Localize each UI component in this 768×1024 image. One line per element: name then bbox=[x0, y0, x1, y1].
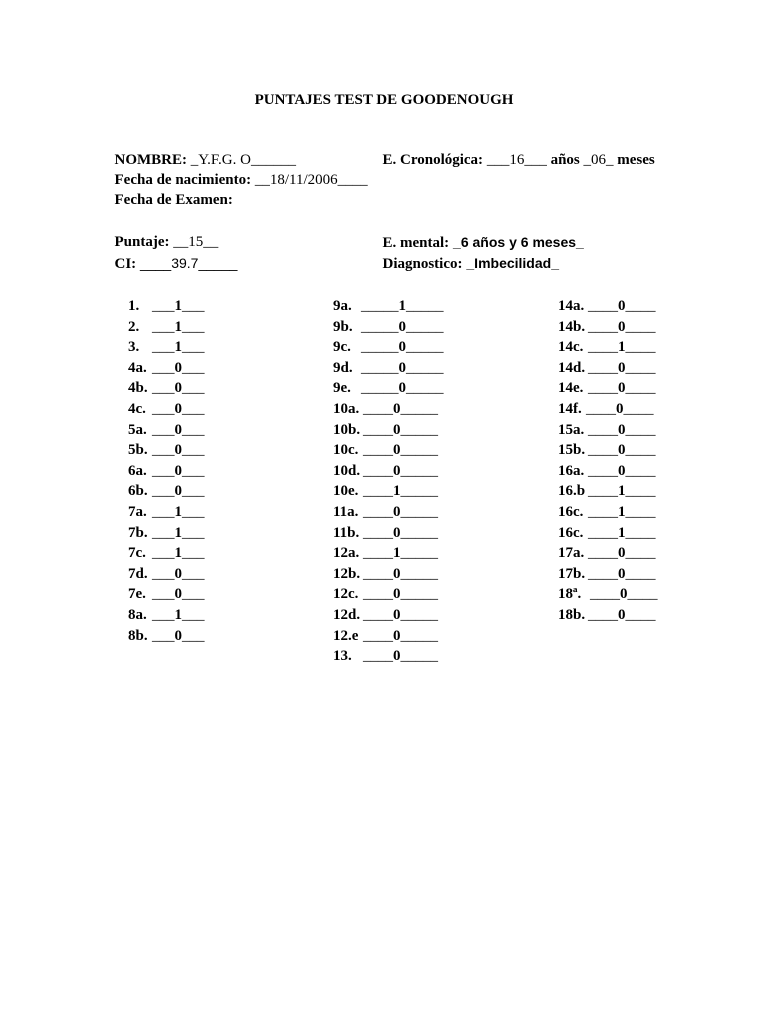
item-label: 7e. bbox=[128, 586, 146, 603]
item-row bbox=[128, 543, 205, 564]
item-score: ____0_____ bbox=[363, 627, 438, 644]
item-row bbox=[333, 646, 444, 667]
item-label: 14b. bbox=[558, 318, 586, 335]
cronologica-value-years: ___16___ bbox=[483, 152, 551, 168]
item-label: 14c. bbox=[558, 339, 584, 356]
diagnostico-line bbox=[375, 236, 559, 273]
item-row bbox=[558, 605, 658, 626]
nombre-value: _Y.F.G. O______ bbox=[187, 152, 296, 168]
item-label: 16a. bbox=[558, 462, 585, 479]
item-row bbox=[128, 420, 205, 441]
item-row bbox=[558, 337, 658, 358]
item-row bbox=[128, 358, 205, 379]
item-score: ____1_____ bbox=[363, 483, 438, 500]
cronologica-line bbox=[375, 133, 655, 169]
item-row bbox=[128, 523, 205, 544]
cronologica-value-months: _06_ bbox=[579, 152, 618, 168]
item-row bbox=[333, 420, 444, 441]
items-column-1 bbox=[128, 296, 205, 646]
item-label: 14f. bbox=[558, 400, 582, 417]
item-score: ____0_____ bbox=[363, 606, 438, 623]
item-label: 7b. bbox=[128, 524, 148, 541]
item-score: ____0____ bbox=[588, 298, 656, 314]
item-row bbox=[558, 461, 658, 482]
item-row bbox=[128, 502, 205, 523]
item-row bbox=[558, 420, 658, 441]
item-row bbox=[333, 626, 444, 647]
item-score: ____1____ bbox=[588, 524, 656, 541]
item-label: 11a. bbox=[333, 503, 359, 520]
item-score: ____0_____ bbox=[363, 503, 438, 520]
item-label: 10b. bbox=[333, 421, 361, 438]
item-label: 12a. bbox=[333, 545, 360, 562]
item-label: 14a. bbox=[558, 298, 585, 314]
item-score: ____0_____ bbox=[363, 565, 438, 582]
item-score: ___0___ bbox=[152, 359, 205, 376]
mental-label: E. mental: bbox=[382, 235, 450, 251]
item-row bbox=[558, 502, 658, 523]
item-row bbox=[558, 564, 658, 585]
item-row bbox=[128, 337, 205, 358]
item-row bbox=[558, 296, 658, 317]
item-score: ___0___ bbox=[152, 400, 205, 417]
item-row bbox=[128, 378, 205, 399]
item-row bbox=[128, 626, 205, 647]
item-row bbox=[558, 378, 658, 399]
item-row bbox=[333, 378, 444, 399]
item-row bbox=[128, 317, 205, 338]
item-score: ____0____ bbox=[588, 359, 656, 376]
item-score: ___0___ bbox=[152, 586, 205, 603]
item-label: 3. bbox=[128, 339, 140, 356]
item-score: ____0_____ bbox=[363, 462, 438, 479]
cronologica-meses-label: meses bbox=[617, 152, 655, 168]
nacimiento-label: Fecha de nacimiento: bbox=[114, 172, 252, 188]
item-score: ____1_____ bbox=[363, 545, 438, 562]
diagnostico-label: Diagnostico: bbox=[382, 256, 463, 272]
item-row bbox=[128, 399, 205, 420]
cronologica-label: E. Cronológica: bbox=[382, 152, 484, 168]
item-label: 5a. bbox=[128, 421, 147, 438]
item-label: 7d. bbox=[128, 565, 148, 582]
item-label: 12.e bbox=[333, 627, 359, 644]
item-row bbox=[333, 440, 444, 461]
item-score: ___0___ bbox=[152, 442, 205, 459]
item-score: ____0____ bbox=[588, 462, 656, 479]
item-label: 6a. bbox=[128, 462, 147, 479]
item-score: _____1_____ bbox=[361, 298, 444, 314]
item-score: ____0____ bbox=[586, 400, 654, 417]
item-label: 16c. bbox=[558, 503, 584, 520]
item-score: ___0___ bbox=[152, 421, 205, 438]
item-score: ____0_____ bbox=[363, 421, 438, 438]
item-score: ___0___ bbox=[152, 627, 205, 644]
item-label: 16.b bbox=[558, 483, 586, 500]
item-row bbox=[333, 564, 444, 585]
puntaje-value: __15__ bbox=[169, 234, 219, 250]
item-row bbox=[333, 502, 444, 523]
ci-line bbox=[107, 236, 237, 273]
item-label: 9a. bbox=[333, 298, 352, 314]
examen-line bbox=[107, 173, 233, 209]
item-label: 6b. bbox=[128, 483, 148, 500]
item-score: ____1____ bbox=[588, 503, 656, 520]
item-label: 13. bbox=[333, 648, 352, 665]
item-label: 4a. bbox=[128, 359, 147, 376]
item-row bbox=[558, 523, 658, 544]
item-row bbox=[558, 317, 658, 338]
item-score: _____0_____ bbox=[361, 380, 444, 397]
item-row bbox=[333, 543, 444, 564]
item-score: ____0____ bbox=[588, 565, 656, 582]
document-title: PUNTAJES TEST DE GOODENOUGH bbox=[254, 92, 514, 108]
item-row bbox=[128, 440, 205, 461]
item-row bbox=[558, 440, 658, 461]
item-row bbox=[128, 481, 205, 502]
item-label: 8b. bbox=[128, 627, 148, 644]
mental-value: _6 años y 6 meses_ bbox=[449, 234, 584, 250]
item-score: ___1___ bbox=[152, 545, 205, 562]
item-row bbox=[128, 461, 205, 482]
item-label: 9b. bbox=[333, 318, 353, 335]
item-label: 12d. bbox=[333, 606, 361, 623]
item-score: ___1___ bbox=[152, 606, 205, 623]
item-label: 18ª. bbox=[558, 586, 582, 603]
item-label: 18b. bbox=[558, 606, 586, 623]
item-label: 9e. bbox=[333, 380, 351, 397]
item-label: 9d. bbox=[333, 359, 353, 376]
item-score: ____0_____ bbox=[363, 524, 438, 541]
item-label: 12b. bbox=[333, 565, 361, 582]
item-score: ____0_____ bbox=[363, 648, 438, 665]
item-label: 4c. bbox=[128, 400, 146, 417]
item-row bbox=[333, 317, 444, 338]
item-score: ___0___ bbox=[152, 380, 205, 397]
item-label: 17a. bbox=[558, 545, 585, 562]
ci-label: CI: bbox=[114, 256, 137, 272]
item-score: ____0____ bbox=[588, 380, 656, 397]
item-row bbox=[333, 337, 444, 358]
item-label: 16c. bbox=[558, 524, 584, 541]
item-label: 7a. bbox=[128, 503, 147, 520]
item-label: 10e. bbox=[333, 483, 359, 500]
item-score: ___1___ bbox=[152, 298, 205, 314]
puntaje-label: Puntaje: bbox=[114, 234, 170, 250]
item-score: ___1___ bbox=[152, 503, 205, 520]
nacimiento-value: __18/11/2006____ bbox=[251, 172, 368, 188]
item-label: 4b. bbox=[128, 380, 148, 397]
item-label: 12c. bbox=[333, 586, 359, 603]
item-label: 7c. bbox=[128, 545, 146, 562]
item-label: 14e. bbox=[558, 380, 584, 397]
item-row bbox=[333, 481, 444, 502]
item-label: 17b. bbox=[558, 565, 586, 582]
nombre-label: NOMBRE: bbox=[114, 152, 187, 168]
item-label: 8a. bbox=[128, 606, 147, 623]
item-score: ____1____ bbox=[588, 339, 656, 356]
item-row bbox=[333, 605, 444, 626]
item-row bbox=[128, 564, 205, 585]
item-row bbox=[558, 481, 658, 502]
item-score: ____0_____ bbox=[363, 586, 438, 603]
item-row bbox=[128, 584, 205, 605]
item-label: 11b. bbox=[333, 524, 360, 541]
diagnostico-value: _Imbecilidad_ bbox=[462, 255, 559, 271]
item-row bbox=[128, 296, 205, 317]
item-score: _____0_____ bbox=[361, 359, 444, 376]
item-score: ___1___ bbox=[152, 318, 205, 335]
item-score: ___0___ bbox=[152, 483, 205, 500]
cronologica-anos-label: años bbox=[550, 152, 580, 168]
item-row bbox=[333, 461, 444, 482]
item-row bbox=[558, 543, 658, 564]
item-label: 2. bbox=[128, 318, 140, 335]
item-score: ____0____ bbox=[590, 586, 658, 603]
item-score: ___1___ bbox=[152, 339, 205, 356]
item-score: ____0____ bbox=[588, 318, 656, 335]
item-score: ___0___ bbox=[152, 462, 205, 479]
item-label: 15a. bbox=[558, 421, 585, 438]
item-score: ___0___ bbox=[152, 565, 205, 582]
item-row bbox=[558, 584, 658, 605]
item-score: ____1____ bbox=[588, 483, 656, 500]
examen-label: Fecha de Examen: bbox=[114, 192, 233, 208]
item-row bbox=[333, 523, 444, 544]
item-row bbox=[333, 399, 444, 420]
item-label: 14d. bbox=[558, 359, 586, 376]
item-score: ____0____ bbox=[588, 545, 656, 562]
item-score: ____0____ bbox=[588, 421, 656, 438]
ci-value: ____39.7_____ bbox=[136, 255, 238, 271]
item-row bbox=[333, 296, 444, 317]
item-score: ___1___ bbox=[152, 524, 205, 541]
item-row bbox=[128, 605, 205, 626]
item-score: ____0____ bbox=[588, 606, 656, 623]
item-score: ____0_____ bbox=[363, 400, 438, 417]
item-label: 9c. bbox=[333, 339, 351, 356]
item-score: _____0_____ bbox=[361, 318, 444, 335]
item-label: 10c. bbox=[333, 442, 359, 459]
items-column-2 bbox=[333, 296, 444, 667]
item-row bbox=[333, 584, 444, 605]
item-row bbox=[333, 358, 444, 379]
item-row bbox=[558, 358, 658, 379]
item-label: 15b. bbox=[558, 442, 586, 459]
item-score: ____0_____ bbox=[363, 442, 438, 459]
item-score: ____0____ bbox=[588, 442, 656, 459]
items-column-3 bbox=[558, 296, 658, 626]
item-row bbox=[558, 399, 658, 420]
item-label: 5b. bbox=[128, 442, 148, 459]
item-score: _____0_____ bbox=[361, 339, 444, 356]
item-label: 10d. bbox=[333, 462, 361, 479]
item-label: 1. bbox=[128, 298, 140, 314]
item-label: 10a. bbox=[333, 400, 360, 417]
